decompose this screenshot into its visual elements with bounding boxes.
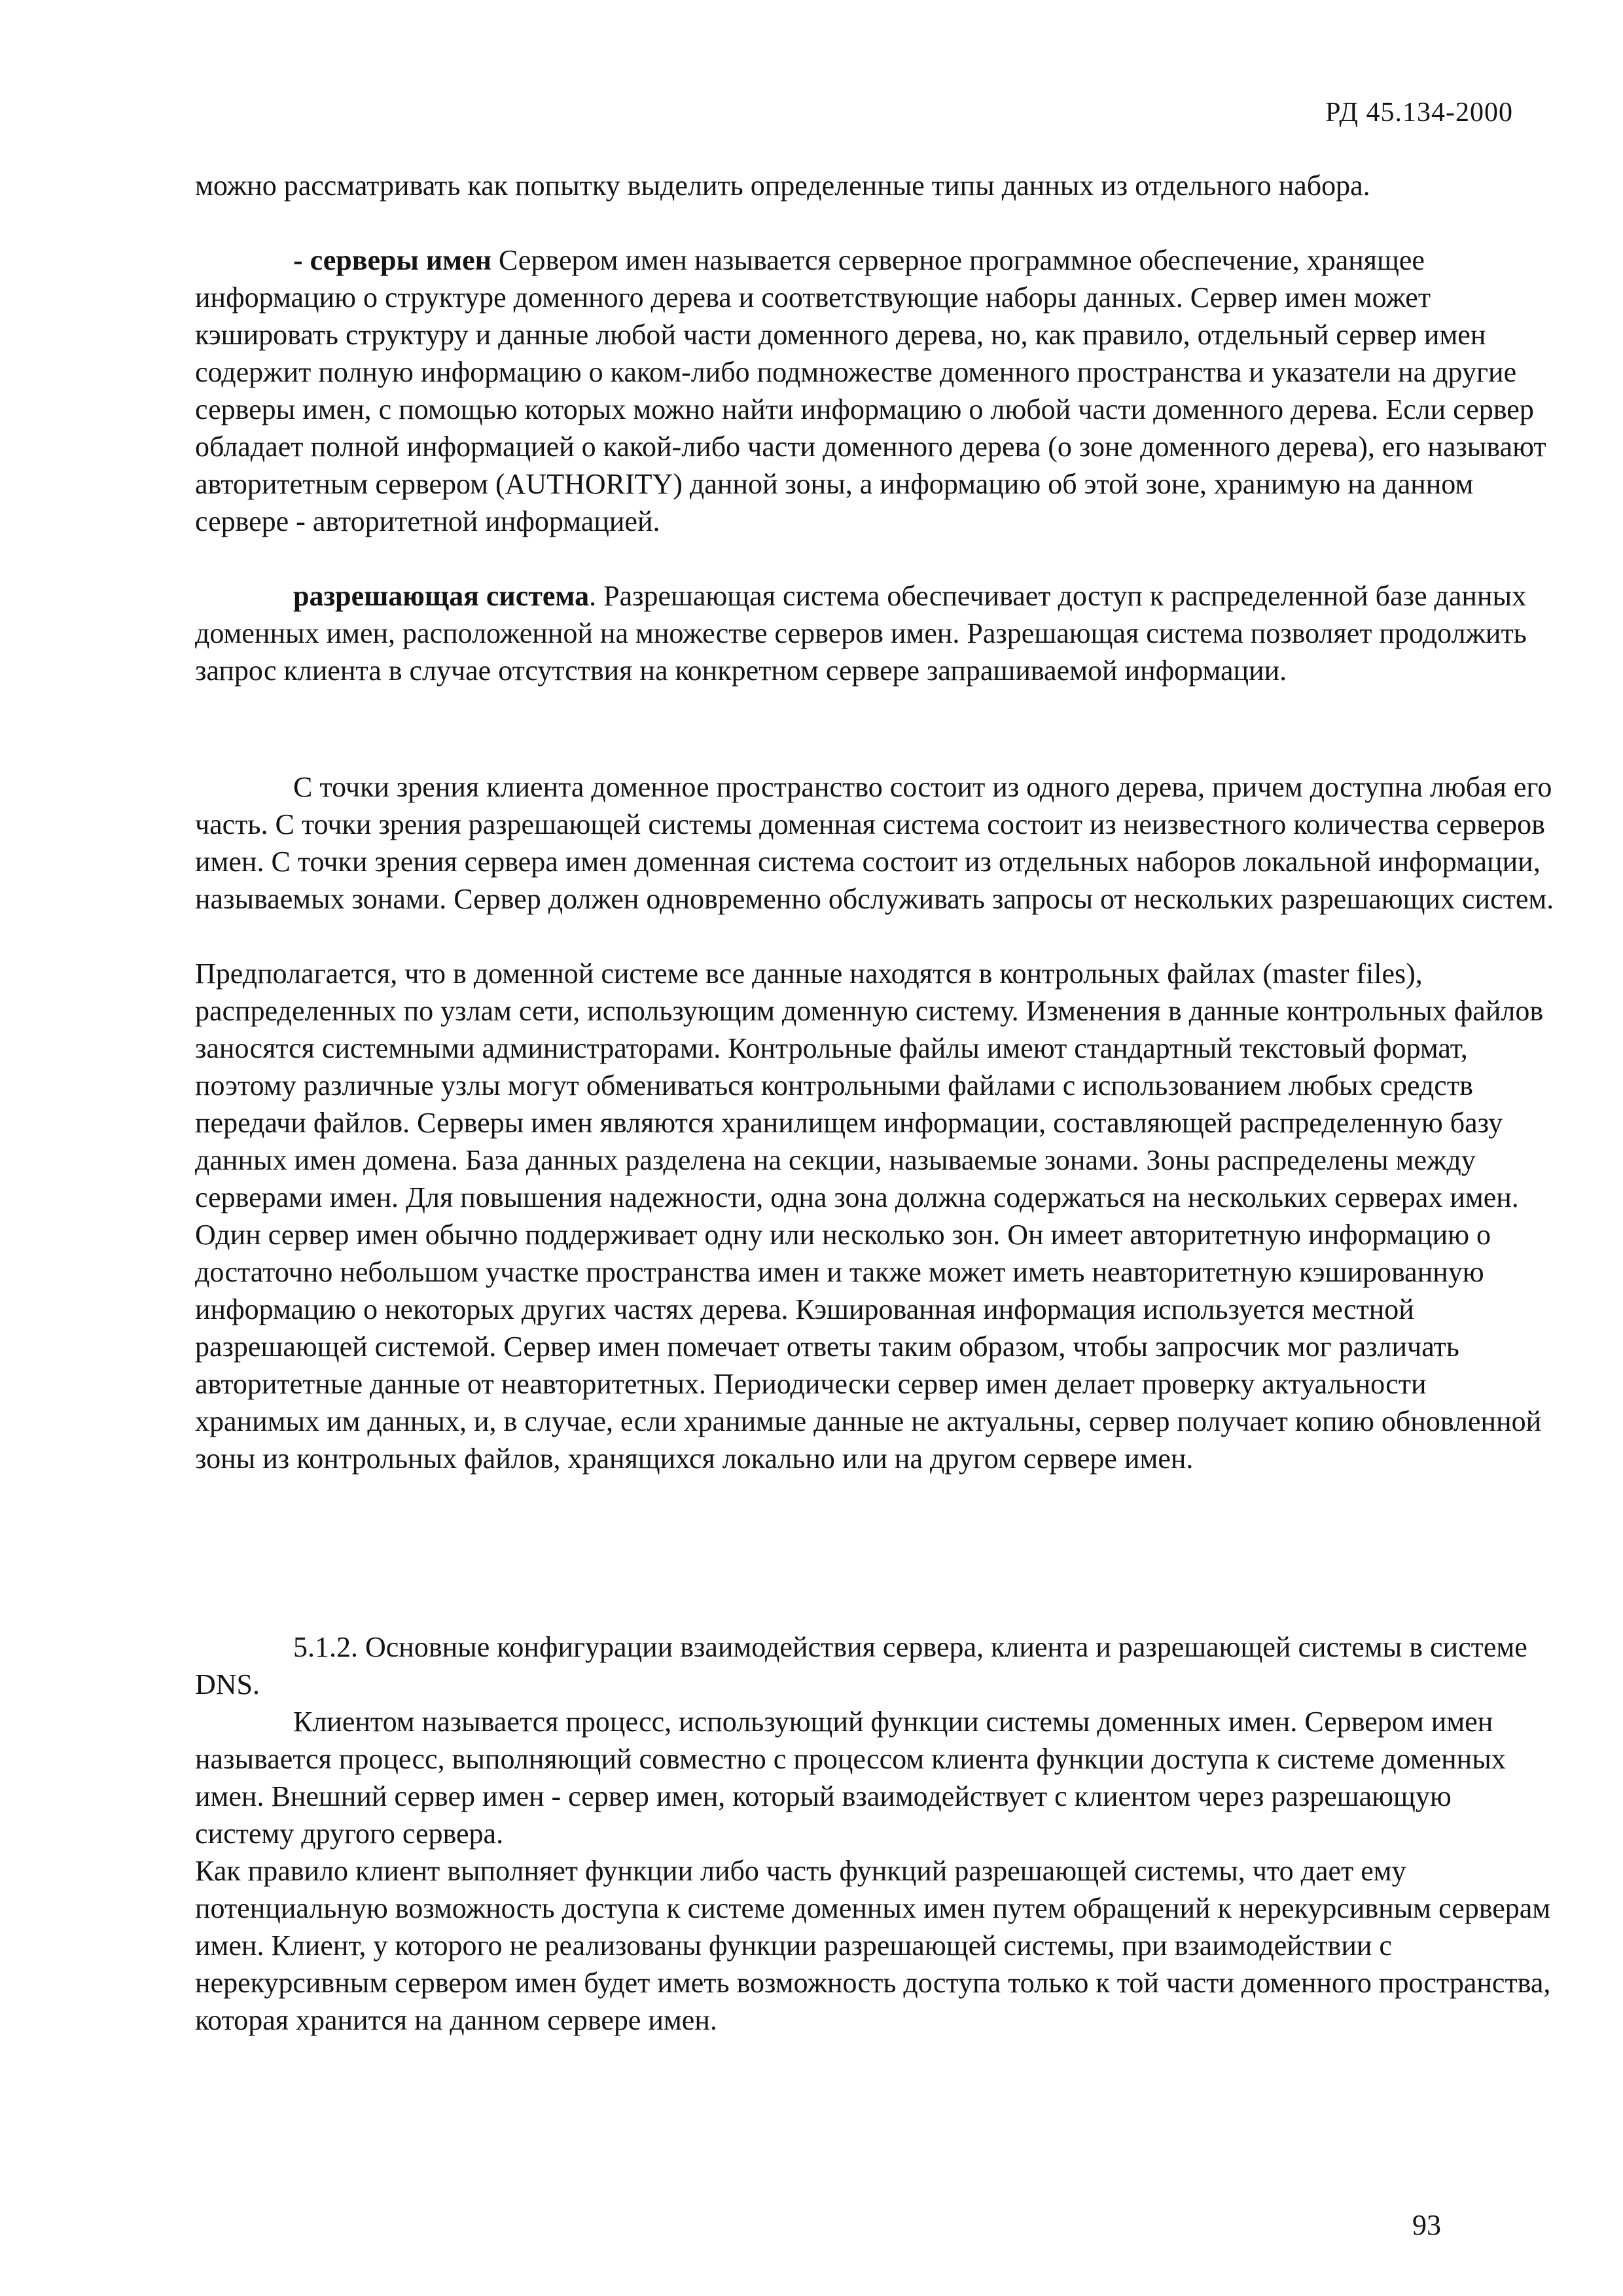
viewpoints-paragraph: С точки зрения клиента доменное пространство состоит из одного дерева, причем доступна любая его часть. С точки зрения разрешающей системы доменная система состоит из неизвестного количества серверов имен. С точки зрения сервера имен доменная система состоит из отдельных наборов локальной информации, называемых зонами. Сервер должен одновременно обслуживать запросы от нескольких разрешающих систем. <box>195 771 1554 915</box>
client-paragraph: Клиентом называется процесс, использующий функции системы доменных имен. Сервером имен называется процесс, выполняющий совместно с процессом клиента функции доступа к системе доменных имен. Внешний сервер имен - сервер имен, который взаимодействует с клиентом через разрешающую систему другого сервера. <box>195 1706 1506 1850</box>
intro-paragraph: можно рассматривать как попытку выделить определенные типы данных из отдельного набора. <box>195 170 1370 202</box>
name-servers-paragraph <box>195 242 1556 540</box>
master-files-paragraph: Предполагается, что в доменной системе все данные находятся в контрольных файлах (master files), распределенных по узлам сети, использующим доменную систему. Изменения в данные контрольных файлов заносятся системными администраторами. Контрольные файлы имеют стандартный текстовый формат, поэтому различные узлы могут обмениваться контрольными файлами с использованием любых средств передачи файлов. Серверы имен являются хранилищем информации, составляющей распределенную базу данных имен домена. База данных разделена на секции, называемые зонами. Зоны распределены между серверами имен. Для повышения надежности, одна зона должна содержаться на нескольких серверах имен. Один сервер имен обычно поддерживает одну или несколько зон. Он имеет авторитетную информацию о достаточно небольшом участке пространства имен и также может иметь неавторитетную кэшированную информацию о некоторых других частях дерева. Кэшированная информация используется местной разрешающей системой. Сервер имен помечает ответы таким образом, чтобы запросчик мог различать авторитетные данные от неавторитетных. Периодически сервер имен делает проверку актуальности хранимых им данных, и, в случае, если хранимые данные не актуальны, сервер получает копию обновленной зоны из контрольных файлов, хранящихся локально или на другом сервере имен. <box>195 958 1544 1475</box>
resolver-paragraph <box>195 577 1556 689</box>
client-rule-paragraph: Как правило клиент выполняет функции либо часть функций разрешающей системы, что дает ему потенциальную возможность доступа к системе доменных имен путем обращений к нерекурсивным серверам имен. Клиент, у которого не реализованы функции разрешающей системы, при взаимодействии с нерекурсивным сервером имен будет иметь возможность доступа только к той части доменного пространства, которая хранится на данном сервере имен. <box>195 1855 1551 2036</box>
resolver-text: . Разрешающая система обеспечивает доступ к распределенной базе данных доменных имен, расположенной на множестве серверов имен. Разрешающая система позволяет продолжить запрос клиента в случае отсутствия на конкретном сервере запрашиваемой информации. <box>195 580 1527 687</box>
name-servers-term: - серверы имен <box>293 244 492 276</box>
resolver-term: разрешающая система <box>293 580 590 612</box>
document-code-header: РД 45.134-2000 <box>1325 98 1513 128</box>
name-servers-text: Сервером имен называется серверное программное обеспечение, хранящее информацию о структуре доменного дерева и соответствующие наборы данных. Сервер имен может кэшировать структуру и данные любой части доменного дерева, но, как правило, отдельный сервер имен содержит полную информацию о каком-либо подмножестве доменного пространства и указатели на другие серверы имен, с помощью которых можно найти информацию о любой части доменного дерева. Если сервер обладает полной информацией о какой-либо части доменного дерева (о зоне доменного дерева), его называют авторитетным сервером (AUTHORITY) данной зоны, а информацию об этой зоне, хранимую на данном сервере - авторитетной информацией. <box>195 244 1546 537</box>
page-number: 93 <box>1412 2209 1441 2241</box>
section-heading: 5.1.2. Основные конфигурации взаимодействия сервера, клиента и разрешающей системы в системе DNS. <box>195 1631 1527 1700</box>
